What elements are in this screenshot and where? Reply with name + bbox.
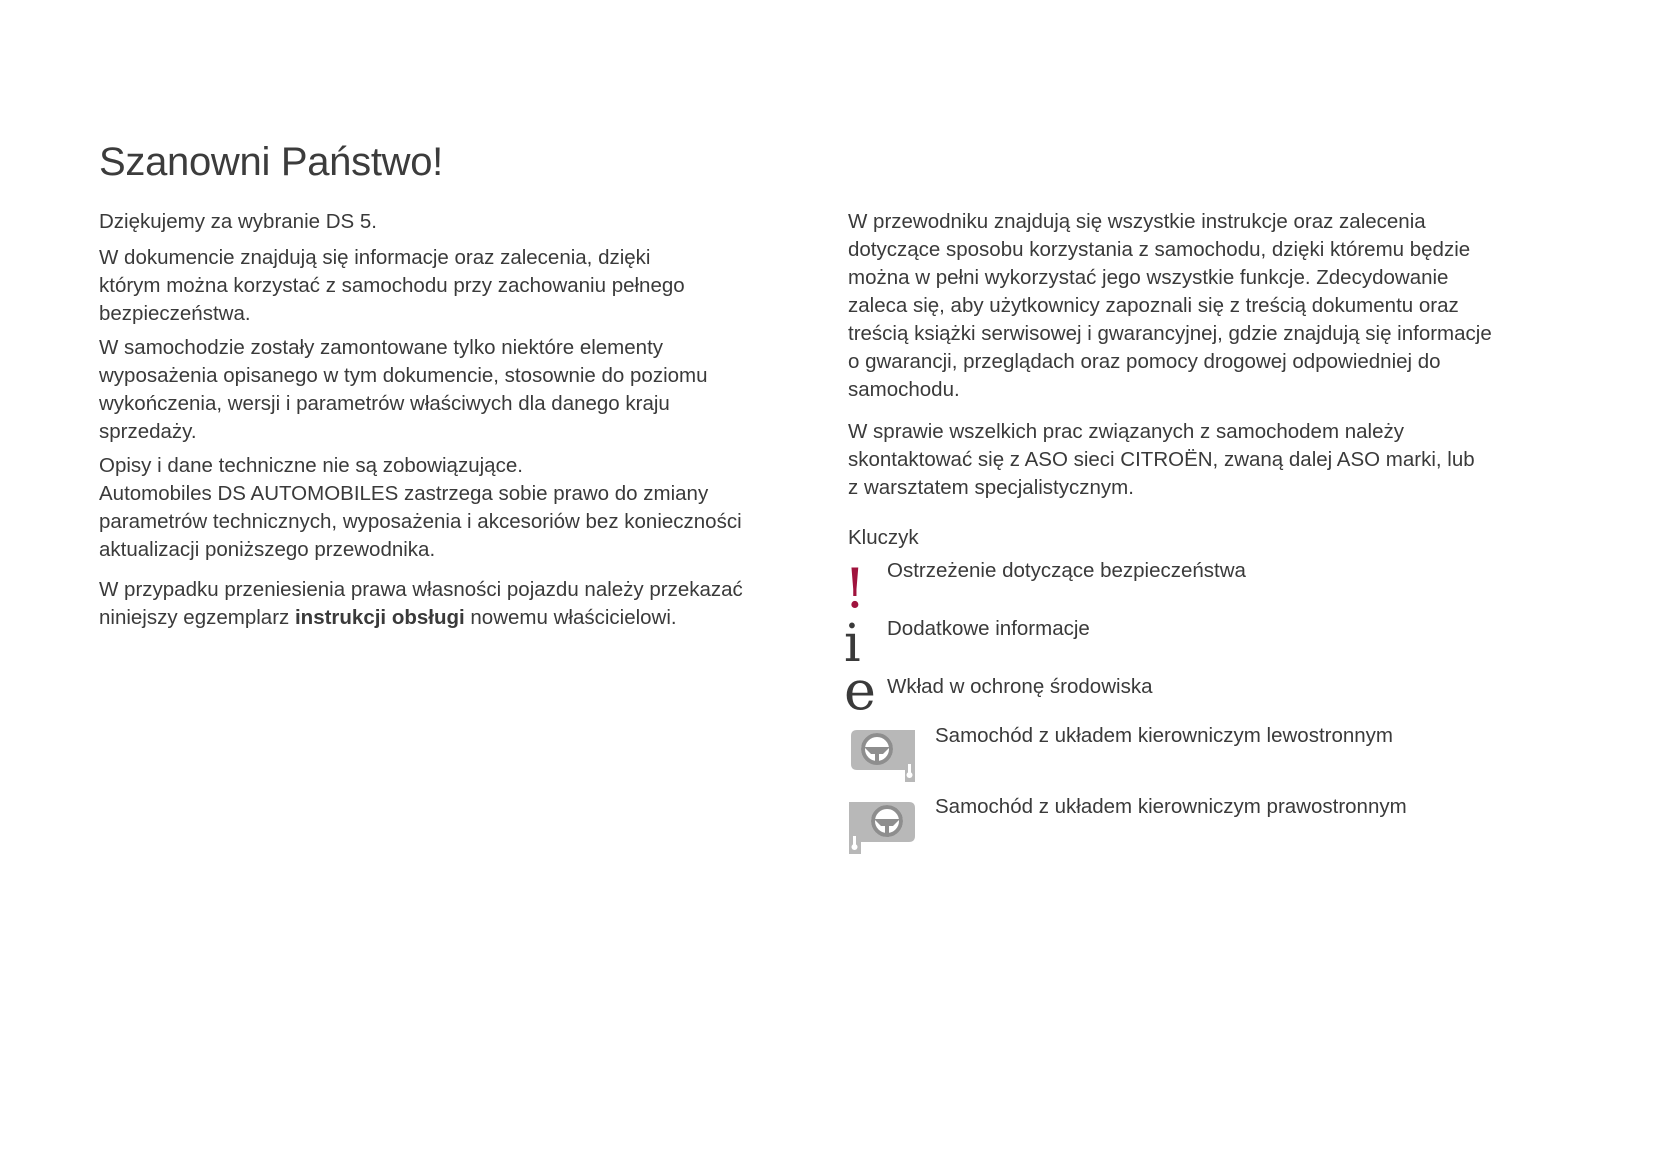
right-hand-drive-icon: [847, 800, 919, 856]
equipment-paragraph: [99, 334, 799, 446]
legend-heading: Kluczyk: [848, 526, 919, 549]
text-fragment: nowemu właścicielowi.: [464, 606, 677, 629]
text-line: aktualizacji poniższego przewodnika.: [99, 538, 436, 561]
page-title: Szanowni Państwo!: [99, 140, 443, 184]
text-line: W przypadku przeniesienia prawa własności pojazdu należy przekazać: [99, 578, 743, 601]
text-line: Automobiles DS AUTOMOBILES zastrzega sobie prawo do zmiany: [99, 482, 709, 505]
text-line: z warsztatem specjalistycznym.: [848, 476, 1134, 499]
legend-warning-label: Ostrzeżenie dotyczące bezpieczeństwa: [887, 559, 1246, 582]
legend-lhd-label: Samochód z układem kierowniczym lewostronnym: [935, 724, 1394, 747]
thanks-paragraph: Dziękujemy za wybranie DS 5.: [99, 210, 377, 233]
text-fragment: niniejszy egzemplarz: [99, 606, 295, 629]
text-line: W samochodzie zostały zamontowane tylko niektóre elementy: [99, 336, 664, 359]
text-line: można w pełni wykorzystać jego wszystkie funkcje. Zdecydowanie: [848, 266, 1449, 289]
text-line: parametrów technicznych, wyposażenia i akcesoriów bez konieczności: [99, 510, 742, 533]
guide-paragraph: [848, 208, 1548, 404]
legend-eco-label: Wkład w ochronę środowiska: [887, 675, 1153, 698]
environment-icon: e: [844, 659, 876, 722]
legend-rhd-label: Samochód z układem kierowniczym prawostronnym: [935, 795, 1407, 818]
text-line: o gwarancji, przeglądach oraz pomocy drogowej odpowiedniej do: [848, 350, 1441, 373]
left-column: [99, 208, 799, 632]
ownership-paragraph: [99, 576, 799, 632]
text-line: W dokumencie znajdują się informacje oraz zalecenia, dzięki: [99, 246, 651, 269]
info-icon: i: [844, 614, 861, 674]
right-column: [848, 208, 1548, 552]
text-line: samochodu.: [848, 378, 960, 401]
text-line: Opisy i dane techniczne nie są zobowiązujące.: [99, 454, 523, 477]
text-line: wykończenia, wersji i parametrów właściwych dla danego kraju: [99, 392, 670, 415]
info-paragraph: [99, 244, 799, 328]
text-line: [99, 604, 799, 632]
text-line: zaleca się, aby użytkownicy zapoznali się z treścią dokumentu oraz: [848, 294, 1459, 317]
text-line: bezpieczeństwa.: [99, 302, 251, 325]
text-line: którym można korzystać z samochodu przy zachowaniu pełnego: [99, 274, 685, 297]
text-line: skontaktować się z ASO sieci CITROËN, zwaną dalej ASO marki, lub: [848, 448, 1475, 471]
bold-manual-term: instrukcji obsługi: [294, 606, 465, 629]
left-hand-drive-icon: [847, 728, 919, 784]
text-line: dotyczące sposobu korzystania z samochodu, dzięki któremu będzie: [848, 238, 1471, 261]
text-line: W sprawie wszelkich prac związanych z samochodem należy: [848, 420, 1404, 443]
warning-exclamation-icon: !: [844, 557, 866, 620]
legend-info-label: Dodatkowe informacje: [887, 617, 1090, 640]
text-line: W przewodniku znajdują się wszystkie instrukcje oraz zalecenia: [848, 210, 1426, 233]
text-line: wyposażenia opisanego w tym dokumencie, stosownie do poziomu: [99, 364, 708, 387]
specs-paragraph: [99, 452, 799, 564]
text-line: sprzedaży.: [99, 420, 197, 443]
dealer-paragraph: [848, 418, 1548, 502]
text-line: treścią książki serwisowej i gwarancyjnej, gdzie znajdują się informacje: [848, 322, 1492, 345]
